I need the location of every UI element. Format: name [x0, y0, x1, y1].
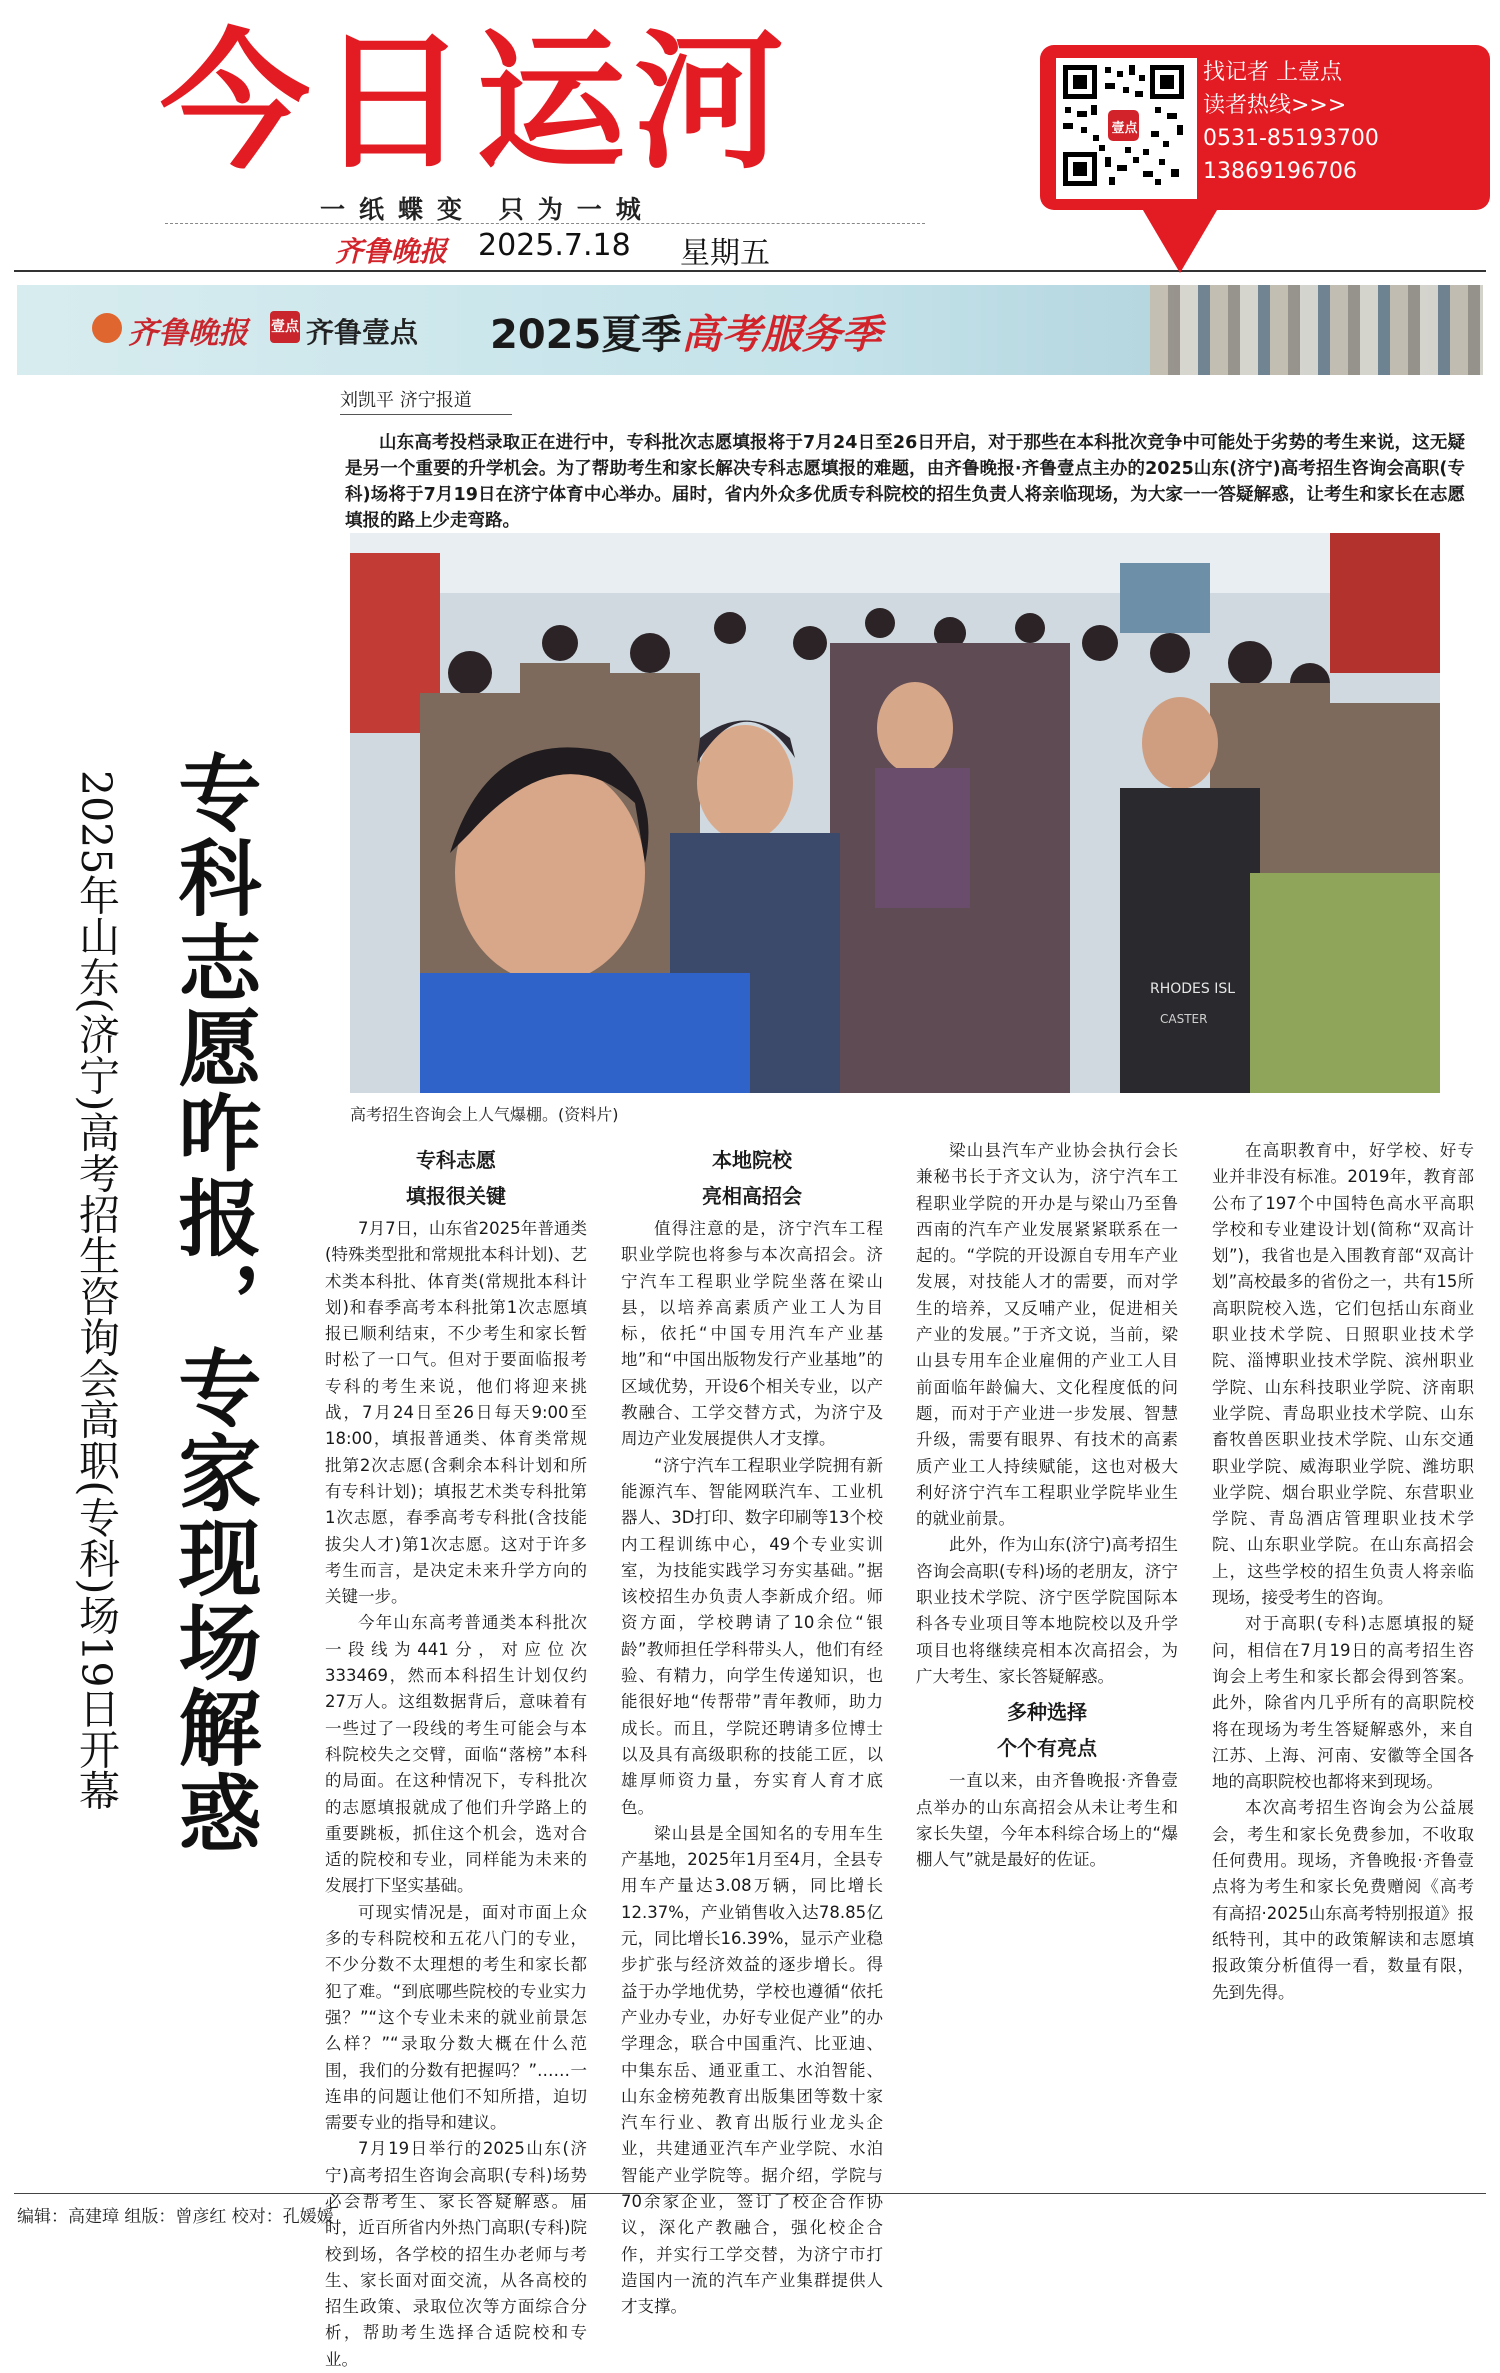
banner-logo-qilu-yidian: 齐鲁壹点	[306, 316, 419, 349]
article-column-2	[621, 1138, 883, 2317]
article-paragraph: 此外，作为山东(济宁)高考招生咨询会高职(专科)场的老朋友，济宁职业技术学院、济宁医学院国际本科各专业项目等本地院校以及升学项目也将继续亮相本次高招会，为广大考生、家长答疑解惑。	[916, 1535, 1178, 1686]
article-paragraph: 值得注意的是，济宁汽车工程职业学院也将参与本次高招会。济宁汽车工程职业学院坐落在梁山县，以培养高素质产业工人为目标，依托“中国专用汽车产业基地”和“中国出版物发行产业基地”的区域优势，开设6个相关专业，以产教融合、工学交替方式，为济宁及周边产业发展提供人才支撑。	[621, 1219, 883, 1449]
speech-bubble-tail	[1140, 205, 1220, 273]
article-paragraph: 可现实情况是，面对市面上众多的专科院校和五花八门的专业，不少分数不太理想的考生和家长都犯了难。“到底哪些院校的专业实力强？”“这个专业未来的就业前景怎么样？”“录取分数大概在什么范围，我们的分数有把握吗？”……一连串的问题让他们不知所措，迫切需要专业的指导和建议。	[325, 1902, 587, 2133]
paper-logo: 齐鲁晚报	[335, 235, 448, 268]
article-paragraph: “济宁汽车工程职业学院拥有新能源汽车、智能网联汽车、工业机器人、3D打印、数字印刷等13个校内工程训练中心，49个专业实训室，为技能实践学习夯实基础。”据该校招生办负责人李新成介绍。师资方面，学校聘请了10余位“银龄”教师担任学科带头人，他们有经验、有精力，向学生传递知识，也能很好地“传帮带”青年教师，助力成长。而且，学院还聘请多位博士以及具有高级职称的技能工匠，以雄厚师资力量，夯实育人育才底色。	[621, 1455, 883, 1817]
article-paragraph: 7月7日，山东省2025年普通类(特殊类型批和常规批本科计划)、艺术类本科批、体育类(常规批本科计划)和春季高考本科批第1次志愿填报已顺利结束，不少考生和家长暂时松了一口气。但对于要面临报考专科的考生来说，他们将迎来挑战，7月24日至26日每天9:00至18:00，填报普通类、体育类常规批第2次志愿(含剩余本科计划和所有专科计划)；填报艺术类专科批第1次志愿，春季高考专科批(含技能拔尖人才)第1次志愿。这对于许多考生而言，是决定未来升学方向的关键一步。	[325, 1219, 587, 1607]
shirt-print-text: RHODES ISL	[1150, 981, 1236, 997]
banner-title-season: 2025夏季	[490, 312, 682, 358]
banner-logo-qilu-evening: 齐鲁晚报	[128, 316, 248, 351]
article-paragraph: 梁山县汽车产业协会执行会长兼秘书长于齐文认为，济宁汽车工程职业学院的开办是与梁山乃至鲁西南的汽车产业发展紧紧联系在一起的。“学院的开设源自专用车产业发展，对技能人才的需要，而对学生的培养，又反哺产业，促进相关产业的发展。”于齐文说，当前，梁山县专用车企业雇佣的产业工人目前面临年龄偏大、文化程度低的问题，而对于产业进一步发展、智慧升级，需要有眼界、有技术的高素质产业工人持续赋能，这也对极大利好济宁汽车工程职业学院毕业生的就业前景。	[916, 1141, 1178, 1529]
masthead-title: 今日运河	[160, 16, 793, 190]
byline-underline	[340, 414, 512, 415]
reporter-call-to-action: 找记者 上壹点	[1203, 60, 1342, 85]
banner-title	[490, 303, 881, 360]
issue-date: 2025.7.18	[478, 228, 631, 263]
masthead-divider	[165, 223, 925, 224]
section-heading-2a: 本地院校	[712, 1148, 792, 1172]
article-paragraph: 梁山县是全国知名的专用车生产基地，2025年1月至4月，全县专用车产量达3.08万辆，同比增长12.37%，产业销售收入达78.85亿元，同比增长16.39%，显示产业稳步扩张与经济效益的逐步增长。得益于办学地优势，学校也遵循“依托产业办专业，办好专业促产业”的办学理念，联合中国重汽、比亚迪、中集东岳、通亚重工、水泊智能、山东金榜苑教育出版集团等数十家汽车行业、教育出版行业龙头企业，共建通亚汽车产业学院、水泊智能产业学院等。据介绍，学院与70余家企业，签订了校企合作协议，深化产教融合，强化校企合作，并实行工学交替，为济宁市打造国内一流的汽车产业集群提供人才支撑。	[621, 1823, 883, 2317]
hotline-phone-2[interactable]: 13869196706	[1203, 159, 1357, 184]
article-column-3	[916, 1138, 1178, 2163]
article-column-4	[1212, 1138, 1474, 2163]
section-heading-3a: 多种选择	[1007, 1700, 1087, 1725]
article-paragraph: 对于高职(专科)志愿填报的疑问，相信在7月19日的高考招生咨询会上考生和家长都会得到答案。此外，除省内几乎所有的高职院校将在现场为考生答疑解惑外，来自江苏、上海、河南、安徽等全国各地的高职院校也都将来到现场。	[1212, 1614, 1474, 1792]
reader-hotline-label: 读者热线>>>	[1203, 93, 1347, 118]
qr-badge: 壹点	[1111, 121, 1138, 136]
section-heading-1a: 专科志愿	[416, 1148, 496, 1172]
footer-rule	[14, 2193, 1486, 2194]
article-paragraph: 7月19日举行的2025山东(济宁)高考招生咨询会高职(专科)场势必会帮考生、家长答疑解惑。届时，近百所省内外热门高职(专科)院校到场，各学校的招生办老师与考生、家长面对面交流，从各高校的招生政策、录取位次等方面综合分析，帮助考生选择合适院校和专业。	[325, 2139, 587, 2369]
byline: 刘凯平 济宁报道	[340, 390, 472, 411]
article-column-1	[325, 1138, 587, 2369]
article-paragraph: 本次高考招生咨询会为公益展会，考生和家长免费参加，不收取任何费用。现场，齐鲁晚报·齐鲁壹点将为考生和家长免费赠阅《高考有高招·2025山东高考特别报道》报纸特刊，其中的政策解读和志愿填报政策分析值得一看，数量有限，先到先得。	[1212, 1798, 1474, 2002]
lead-paragraph: 山东高考投档录取正在进行中，专科批次志愿填报将于7月24日至26日开启，对于那些在本科批次竞争中可能处于劣势的考生来说，这无疑是另一个重要的升学机会。为了帮助考生和家长解决专科志愿填报的难题，由齐鲁晚报·齐鲁壹点主办的2025山东(济宁)高考招生咨询会高职(专科)场将于7月19日在济宁体育中心举办。届时，省内外众多优质专科院校的招生负责人将亲临现场，为大家一一答疑解惑，让考生和家长在志愿填报的路上少走弯路。	[345, 433, 1465, 531]
main-headline: 专科志愿咋报，专家现场解惑	[164, 750, 262, 1855]
article-paragraph: 一直以来，由齐鲁晚报·齐鲁壹点举办的山东高招会从未让考生和家长失望，今年本科综合场上的“爆棚人气”就是最好的佐证。	[916, 1771, 1178, 1870]
sub-headline: 2025年山东(济宁)高考招生咨询会高职(专科)场19日开幕	[72, 770, 120, 1811]
banner-photo-strip	[1150, 285, 1483, 375]
section-heading-1b: 填报很关键	[406, 1184, 506, 1208]
crowd-photo	[350, 533, 1440, 1093]
issue-weekday: 星期五	[680, 236, 770, 271]
article-paragraph: 在高职教育中，好学校、好专业并非没有标准。2019年，教育部公布了197个中国特色高水平高职学校和专业建设计划(简称“双高计划”)，我省也是入围教育部“双高计划”高校最多的省份之一，共有15所高职院校入选，它们包括山东商业职业技术学院、日照职业技术学院、淄博职业技术学院、滨州职业学院、山东科技职业学院、济南职业学院、青岛职业技术学院、山东畜牧兽医职业技术学院、山东交通职业学院、威海职业学院、潍坊职业学院、烟台职业学院、东营职业学院、青岛酒店管理职业技术学院、山东职业学院。在山东高招会上，这些学校的招生负责人将亲临现场，接受考生的咨询。	[1212, 1141, 1474, 1608]
photo-caption: 高考招生咨询会上人气爆棚。(资料片)	[350, 1105, 619, 1124]
masthead-slogan: 一纸蝶变 只为一城	[320, 195, 655, 224]
masthead-bottom-rule	[14, 270, 1486, 272]
section-heading-2b: 亮相高招会	[702, 1184, 802, 1208]
banner-title-service: 高考服务季	[681, 311, 882, 358]
qilu-logo-icon	[92, 313, 122, 343]
section-heading-3b: 个个有亮点	[997, 1736, 1097, 1761]
reporter-text-block	[1203, 56, 1483, 188]
shirt-print-text-2: CASTER	[1160, 1012, 1208, 1026]
hotline-phone-1[interactable]: 0531-85193700	[1203, 126, 1379, 151]
editorial-credits: 编辑：高建璋 组版：曾彦红 校对：孔媛媛	[17, 2207, 334, 2227]
article-paragraph: 今年山东高考普通类本科批次一段线为441分，对应位次333469，然而本科招生计划仅约27万人。这组数据背后，意味着有一些过了一段线的考生可能会与本科院校失之交臂，面临“落榜”本科的局面。在这种情况下，专科批次的志愿填报就成了他们升学路上的重要跳板，抓住这个机会，选对合适的院校和专业，同样能为未来的发展打下坚实基础。	[325, 1613, 587, 1896]
yidian-logo-icon: 壹点	[270, 311, 300, 343]
